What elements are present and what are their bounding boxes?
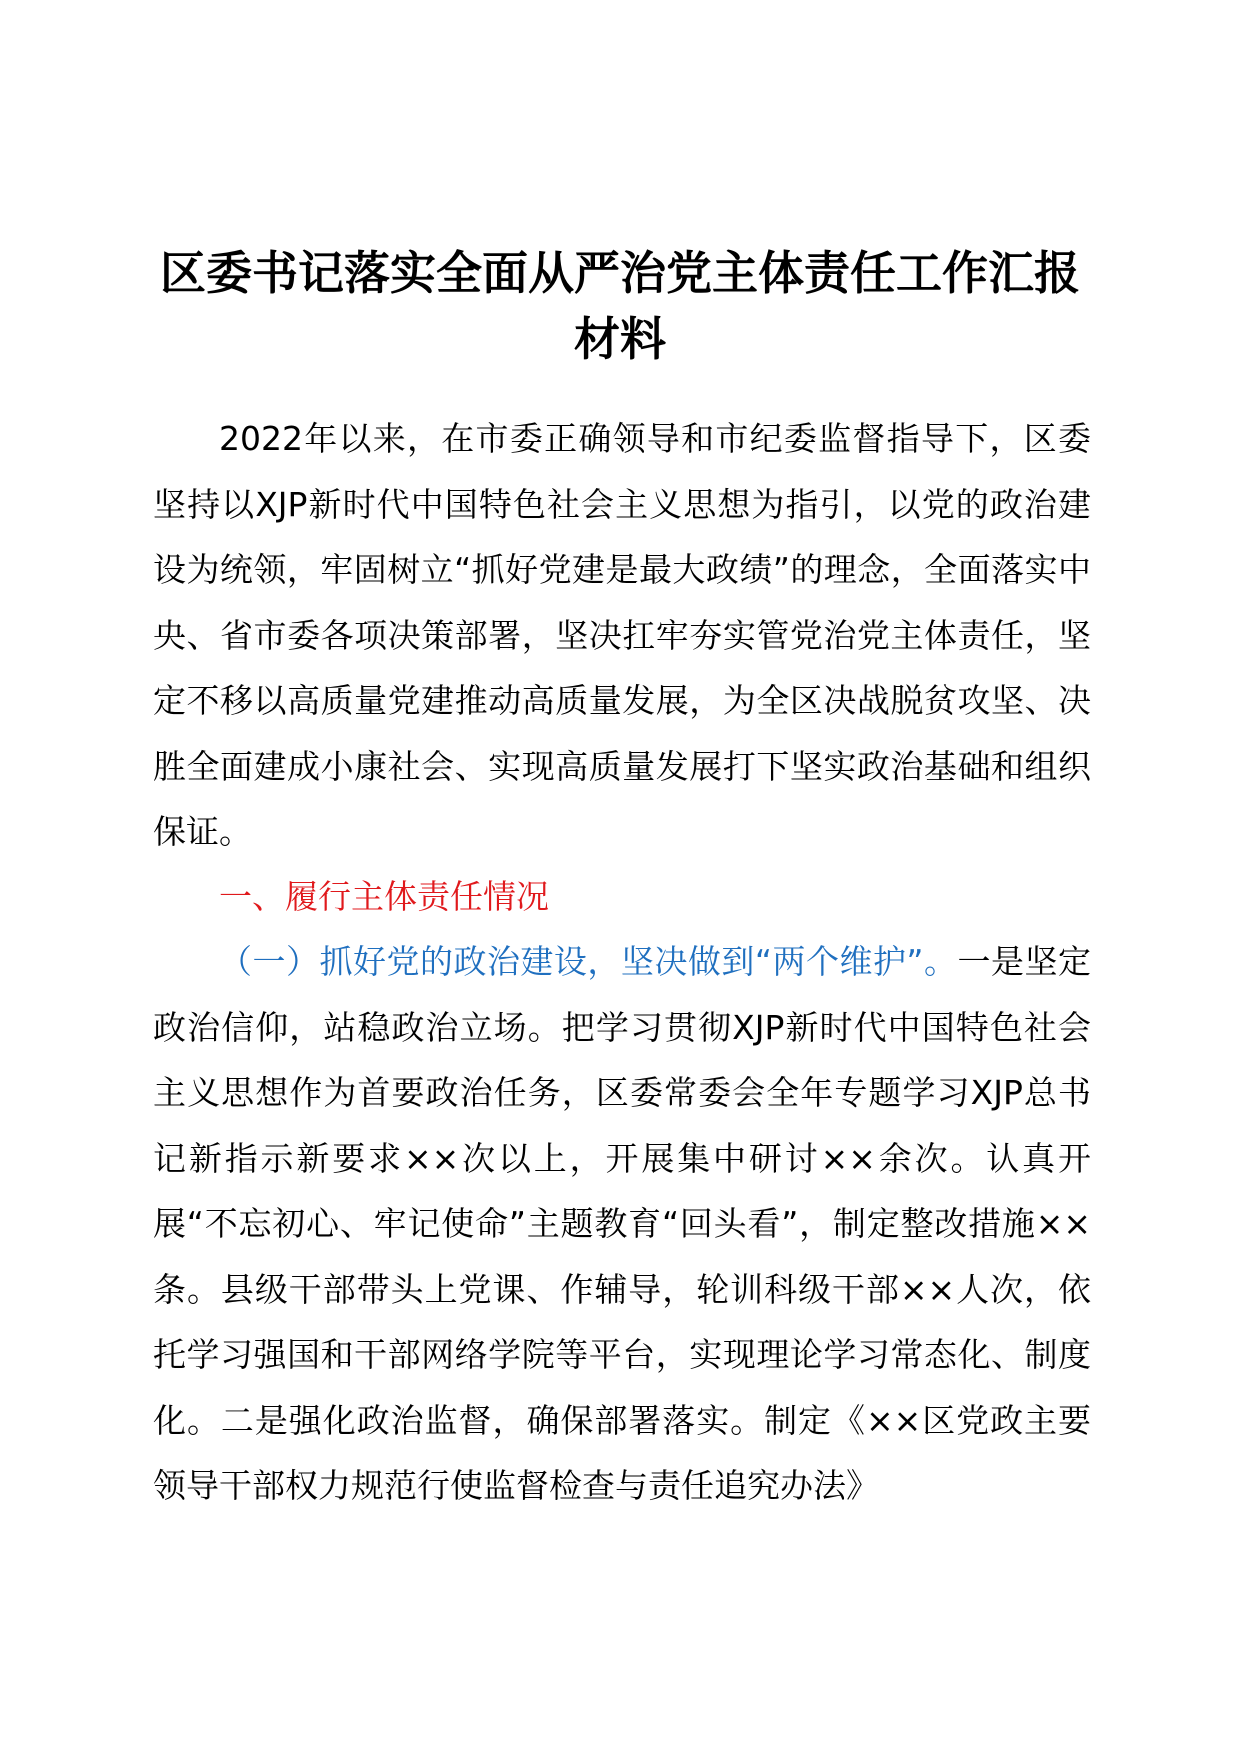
intro-paragraph: 2022年以来，在市委正确领导和市纪委监督指导下，区委坚持以XJP新时代中国特色社会主义思想为指引，以党的政治建设为统领，牢固树立“抓好党建是最大政绩”的理念，全面落实中央、省市委各项决策部署，坚决扛牢夯实管党治党主体责任，坚定不移以高质量党建推动高质量发展，为全区决战脱贫攻坚、决胜全面建成小康社会、实现高质量发展打下坚实政治基础和组织保证。 xyxy=(153,419,1091,851)
document-title: 区委书记落实全面从严治党主体责任工作汇报材料 xyxy=(160,246,1080,366)
section-heading: 一、履行主体责任情况 xyxy=(219,877,549,916)
subsection-body: 一是坚定政治信仰，站稳政治立场。把学习贯彻XJP新时代中国特色社会主义思想作为首要政治任务，区委常委会全年专题学习XJP总书记新指示新要求××次以上，开展集中研讨××余次。认真开展“不忘初心、牢记使命”主题教育“回头看”，制定整改措施××条。县级干部带头上党课、作辅导，轮训科级干部××人次，依托学习强国和干部网络学院等平台，实现理论学习常态化、制度化。二是强化政治监督，确保部署落实。制定《××区党政主要领导干部权力规范行使监督检查与责任追究办法》 xyxy=(153,942,1091,1505)
subsection-paragraph xyxy=(153,929,1091,1519)
subsection-heading: （一）抓好党的政治建设，坚决做到“两个维护”。 xyxy=(219,942,958,981)
